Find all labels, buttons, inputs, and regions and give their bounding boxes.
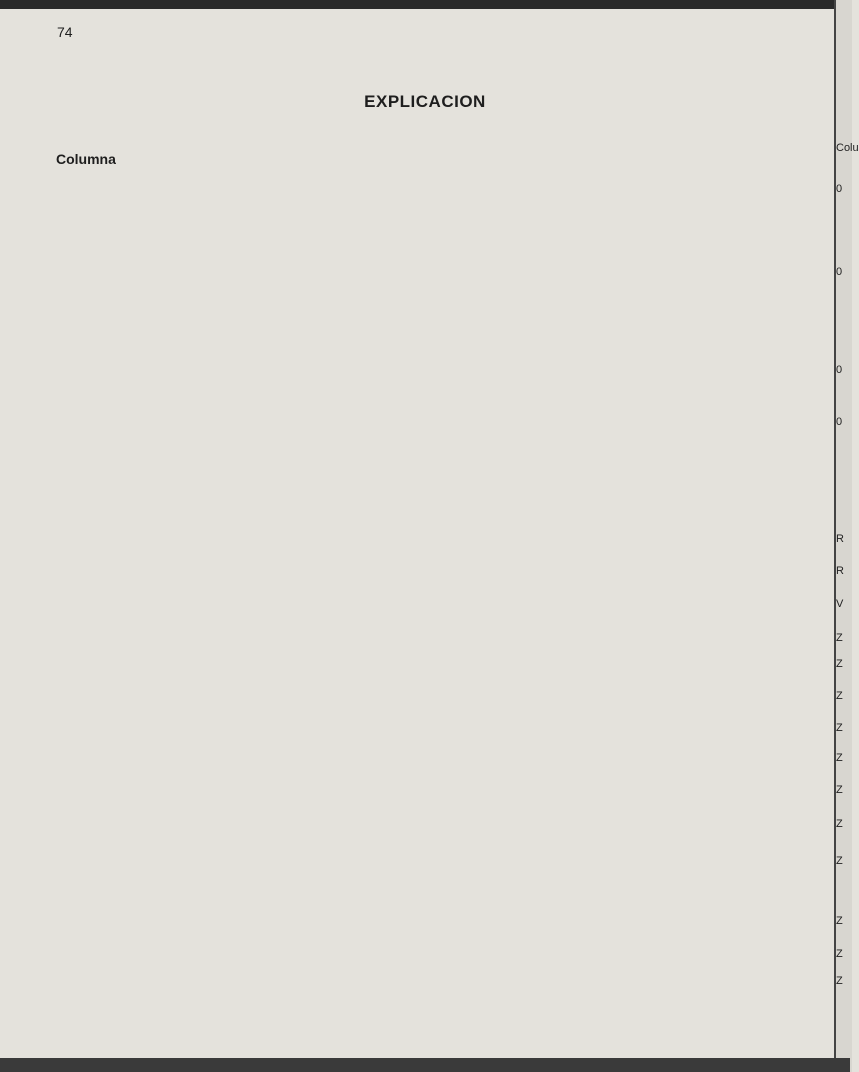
scan-bottom-border [0, 1058, 850, 1072]
margin-fragment: Z [836, 818, 843, 830]
margin-fragment: Colu [836, 142, 859, 154]
margin-fragment: Z [836, 752, 843, 764]
margin-fragment: 0 [836, 364, 843, 376]
margin-fragment: Z [836, 855, 843, 867]
margin-fragment: Z [836, 632, 843, 644]
margin-fragment: R [836, 565, 844, 577]
column-header: Columna [56, 151, 116, 167]
margin-fragment: Z [836, 784, 843, 796]
margin-fragment: Z [836, 690, 843, 702]
margin-fragment: 0 [836, 416, 843, 428]
margin-fragment: Z [836, 722, 843, 734]
margin-fragment: Z [836, 658, 843, 670]
scan-top-border [0, 0, 850, 9]
margin-fragment: R [836, 533, 844, 545]
margin-fragment: Z [836, 915, 843, 927]
page-number: 74 [57, 24, 73, 40]
page-title: EXPLICACION [364, 92, 486, 111]
margin-fragment: 0 [836, 266, 843, 278]
margin-fragment: V [836, 598, 844, 610]
margin-fragment: Z [836, 948, 843, 960]
margin-fragment: 0 [836, 183, 843, 195]
margin-fragment: Z [836, 975, 843, 987]
